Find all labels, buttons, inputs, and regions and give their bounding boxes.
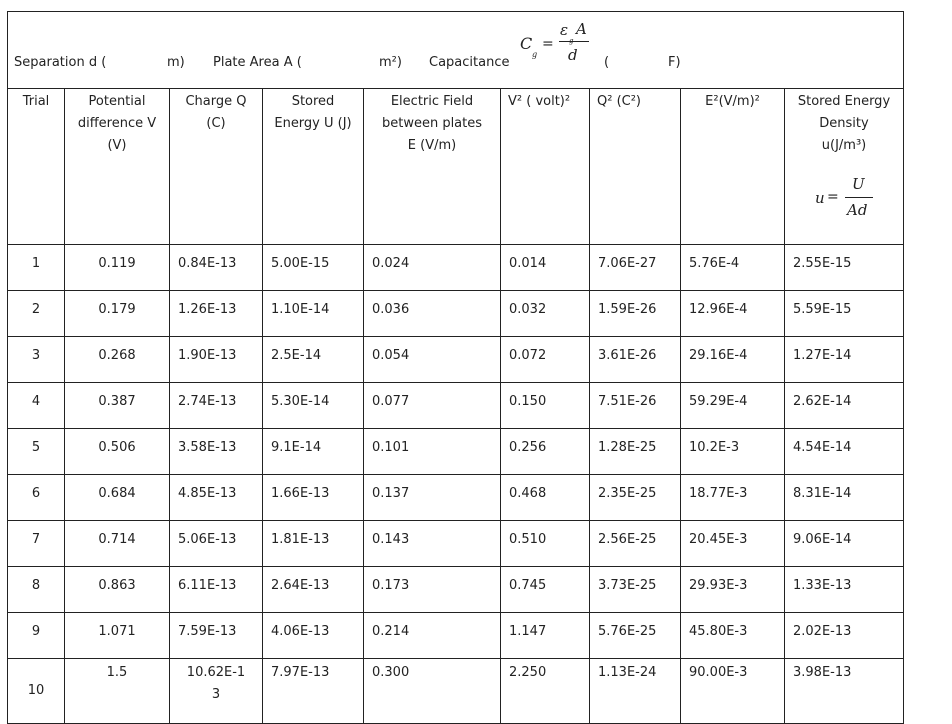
formula-area-symbol: A bbox=[576, 20, 587, 38]
cell-trial: 7 bbox=[8, 521, 65, 567]
cell-charge: 0.84E-13 bbox=[170, 245, 263, 291]
formula-equals: = bbox=[542, 36, 554, 52]
cell-v-squared: 0.014 bbox=[501, 245, 590, 291]
table-row-9 bbox=[8, 613, 904, 659]
table-row-3 bbox=[8, 337, 904, 383]
cell-q-squared: 3.73E-25 bbox=[590, 567, 681, 613]
density-formula-numerator: U bbox=[852, 175, 865, 193]
capacitance-unit: F) bbox=[668, 55, 681, 70]
header-v-squared bbox=[501, 89, 590, 245]
header-field-line1: Electric Field bbox=[390, 94, 474, 109]
cell-density: 3.98E-13 bbox=[785, 659, 904, 724]
cell-density: 2.62E-14 bbox=[785, 383, 904, 429]
header-field-line2: between plates bbox=[381, 116, 483, 131]
header-e-squared-text: E²(V/m)² bbox=[705, 94, 760, 109]
cell-field: 0.036 bbox=[364, 291, 501, 337]
cell-potential: 1.071 bbox=[65, 613, 170, 659]
cell-charge: 3.58E-13 bbox=[170, 429, 263, 475]
plate-area-label: Plate Area A ( bbox=[213, 55, 302, 70]
table-row-1 bbox=[8, 245, 904, 291]
capacitance-open-paren: ( bbox=[604, 55, 610, 70]
cell-energy: 2.5E-14 bbox=[263, 337, 364, 383]
cell-v-squared: 0.072 bbox=[501, 337, 590, 383]
cell-field: 0.137 bbox=[364, 475, 501, 521]
header-row bbox=[8, 89, 904, 245]
header-e-squared bbox=[681, 89, 785, 245]
cell-q-squared: 1.28E-25 bbox=[590, 429, 681, 475]
cell-q-squared: 3.61E-26 bbox=[590, 337, 681, 383]
header-energy bbox=[263, 89, 364, 245]
density-formula-fraction-bar bbox=[845, 197, 873, 198]
cell-potential: 0.387 bbox=[65, 383, 170, 429]
header-v-squared-text: V² ( volt)² bbox=[508, 94, 571, 109]
cell-potential: 0.863 bbox=[65, 567, 170, 613]
cell-density: 2.02E-13 bbox=[785, 613, 904, 659]
cell-v-squared: 0.032 bbox=[501, 291, 590, 337]
cell-q-squared: 1.59E-26 bbox=[590, 291, 681, 337]
cell-e-squared: 20.45E-3 bbox=[681, 521, 785, 567]
cell-density: 4.54E-14 bbox=[785, 429, 904, 475]
cell-v-squared: 0.468 bbox=[501, 475, 590, 521]
cell-charge: 5.06E-13 bbox=[170, 521, 263, 567]
header-energy-line2: Energy U (J) bbox=[274, 116, 352, 131]
header-charge-line2: (C) bbox=[206, 116, 226, 131]
formula-denominator: d bbox=[568, 46, 578, 64]
cell-density: 8.31E-14 bbox=[785, 475, 904, 521]
cell-field: 0.054 bbox=[364, 337, 501, 383]
header-q-squared-text: Q² (C²) bbox=[597, 94, 642, 109]
table-row-7 bbox=[8, 521, 904, 567]
cell-field: 0.077 bbox=[364, 383, 501, 429]
cell-trial: 2 bbox=[8, 291, 65, 337]
header-potential-line2: difference V bbox=[77, 116, 157, 131]
cell-v-squared: 0.510 bbox=[501, 521, 590, 567]
cell-e-squared: 45.80E-3 bbox=[681, 613, 785, 659]
cell-energy: 7.97E-13 bbox=[263, 659, 364, 724]
plate-area-unit: m²) bbox=[379, 55, 402, 70]
cell-q-squared: 2.35E-25 bbox=[590, 475, 681, 521]
cell-charge: 1.26E-13 bbox=[170, 291, 263, 337]
cell-trial: 10 bbox=[8, 659, 65, 724]
cell-q-squared: 5.76E-25 bbox=[590, 613, 681, 659]
cell-energy: 1.66E-13 bbox=[263, 475, 364, 521]
header-charge bbox=[170, 89, 263, 245]
cell-q-squared: 7.06E-27 bbox=[590, 245, 681, 291]
capacitance-label: Capacitance bbox=[429, 55, 510, 70]
cell-e-squared: 59.29E-4 bbox=[681, 383, 785, 429]
header-potential-line3: (V) bbox=[107, 138, 127, 153]
cell-density: 1.33E-13 bbox=[785, 567, 904, 613]
formula-fraction-bar bbox=[559, 41, 589, 42]
header-density bbox=[785, 89, 904, 245]
cell-potential: 0.714 bbox=[65, 521, 170, 567]
cell-energy: 2.64E-13 bbox=[263, 567, 364, 613]
cell-charge: 1.90E-13 bbox=[170, 337, 263, 383]
cell-field: 0.101 bbox=[364, 429, 501, 475]
cell-field: 0.143 bbox=[364, 521, 501, 567]
cell-energy: 4.06E-13 bbox=[263, 613, 364, 659]
header-density-line1: Stored Energy bbox=[797, 94, 891, 109]
cell-field: 0.024 bbox=[364, 245, 501, 291]
cell-e-squared: 90.00E-3 bbox=[681, 659, 785, 724]
cell-potential: 1.5 bbox=[65, 659, 170, 724]
cell-e-squared: 29.93E-3 bbox=[681, 567, 785, 613]
header-density-line3: u(J/m³) bbox=[821, 138, 867, 153]
table-row-8 bbox=[8, 567, 904, 613]
cell-trial: 8 bbox=[8, 567, 65, 613]
header-q-squared bbox=[590, 89, 681, 245]
data-rows bbox=[8, 245, 904, 659]
formula-c: C bbox=[520, 34, 533, 53]
cell-trial: 4 bbox=[8, 383, 65, 429]
cell-e-squared: 29.16E-4 bbox=[681, 337, 785, 383]
cell-trial: 9 bbox=[8, 613, 65, 659]
cell-v-squared: 0.150 bbox=[501, 383, 590, 429]
cell-energy: 5.30E-14 bbox=[263, 383, 364, 429]
table-row-2 bbox=[8, 291, 904, 337]
cell-trial: 1 bbox=[8, 245, 65, 291]
cell-potential: 0.119 bbox=[65, 245, 170, 291]
cell-charge: 2.74E-13 bbox=[170, 383, 263, 429]
cell-density: 2.55E-15 bbox=[785, 245, 904, 291]
cell-density: 1.27E-14 bbox=[785, 337, 904, 383]
header-density-line2: Density bbox=[819, 116, 869, 131]
cell-field: 0.214 bbox=[364, 613, 501, 659]
cell-q-squared: 1.13E-24 bbox=[590, 659, 681, 724]
separation-label: Separation d ( bbox=[14, 55, 107, 70]
cell-energy: 5.00E-15 bbox=[263, 245, 364, 291]
formula-epsilon: ε bbox=[560, 21, 569, 39]
cell-potential: 0.506 bbox=[65, 429, 170, 475]
formula-c-subscript: g bbox=[532, 50, 538, 59]
cell-v-squared: 2.250 bbox=[501, 659, 590, 724]
density-formula-u: u bbox=[815, 189, 825, 207]
header-trial-text: Trial bbox=[22, 94, 50, 109]
cell-e-squared: 12.96E-4 bbox=[681, 291, 785, 337]
cell-charge bbox=[170, 659, 263, 724]
cell-potential: 0.179 bbox=[65, 291, 170, 337]
cell-density: 9.06E-14 bbox=[785, 521, 904, 567]
cell-charge: 6.11E-13 bbox=[170, 567, 263, 613]
header-field bbox=[364, 89, 501, 245]
experiment-parameters-cell bbox=[8, 12, 904, 89]
header-potential bbox=[65, 89, 170, 245]
cell-v-squared: 1.147 bbox=[501, 613, 590, 659]
cell-v-squared: 0.256 bbox=[501, 429, 590, 475]
table-row-4 bbox=[8, 383, 904, 429]
cell-energy: 1.10E-14 bbox=[263, 291, 364, 337]
cell-field: 0.173 bbox=[364, 567, 501, 613]
cell-trial: 5 bbox=[8, 429, 65, 475]
cell-density: 5.59E-15 bbox=[785, 291, 904, 337]
cell-potential: 0.684 bbox=[65, 475, 170, 521]
header-trial bbox=[8, 89, 65, 245]
table-row-6 bbox=[8, 475, 904, 521]
cell-potential: 0.268 bbox=[65, 337, 170, 383]
cell-charge: 7.59E-13 bbox=[170, 613, 263, 659]
separation-unit: m) bbox=[167, 55, 185, 70]
header-potential-line1: Potential bbox=[88, 94, 146, 109]
header-field-line3: E (V/m) bbox=[407, 138, 457, 153]
cell-e-squared: 18.77E-3 bbox=[681, 475, 785, 521]
density-formula-denominator: Ad bbox=[847, 201, 868, 219]
cell-charge: 4.85E-13 bbox=[170, 475, 263, 521]
cell-v-squared: 0.745 bbox=[501, 567, 590, 613]
cell-charge-line1: 10.62E-1 bbox=[186, 665, 246, 680]
header-charge-line1: Charge Q bbox=[185, 94, 247, 109]
cell-energy: 9.1E-14 bbox=[263, 429, 364, 475]
cell-trial: 3 bbox=[8, 337, 65, 383]
data-table bbox=[7, 11, 904, 724]
header-energy-line1: Stored bbox=[291, 94, 335, 109]
cell-trial: 6 bbox=[8, 475, 65, 521]
table-row-10 bbox=[8, 659, 904, 724]
cell-e-squared: 5.76E-4 bbox=[681, 245, 785, 291]
table-row-5 bbox=[8, 429, 904, 475]
cell-e-squared: 10.2E-3 bbox=[681, 429, 785, 475]
cell-q-squared: 2.56E-25 bbox=[590, 521, 681, 567]
cell-field: 0.300 bbox=[364, 659, 501, 724]
cell-charge-line2: 3 bbox=[211, 687, 221, 702]
density-formula-equals: = bbox=[827, 189, 839, 205]
cell-q-squared: 7.51E-26 bbox=[590, 383, 681, 429]
cell-energy: 1.81E-13 bbox=[263, 521, 364, 567]
